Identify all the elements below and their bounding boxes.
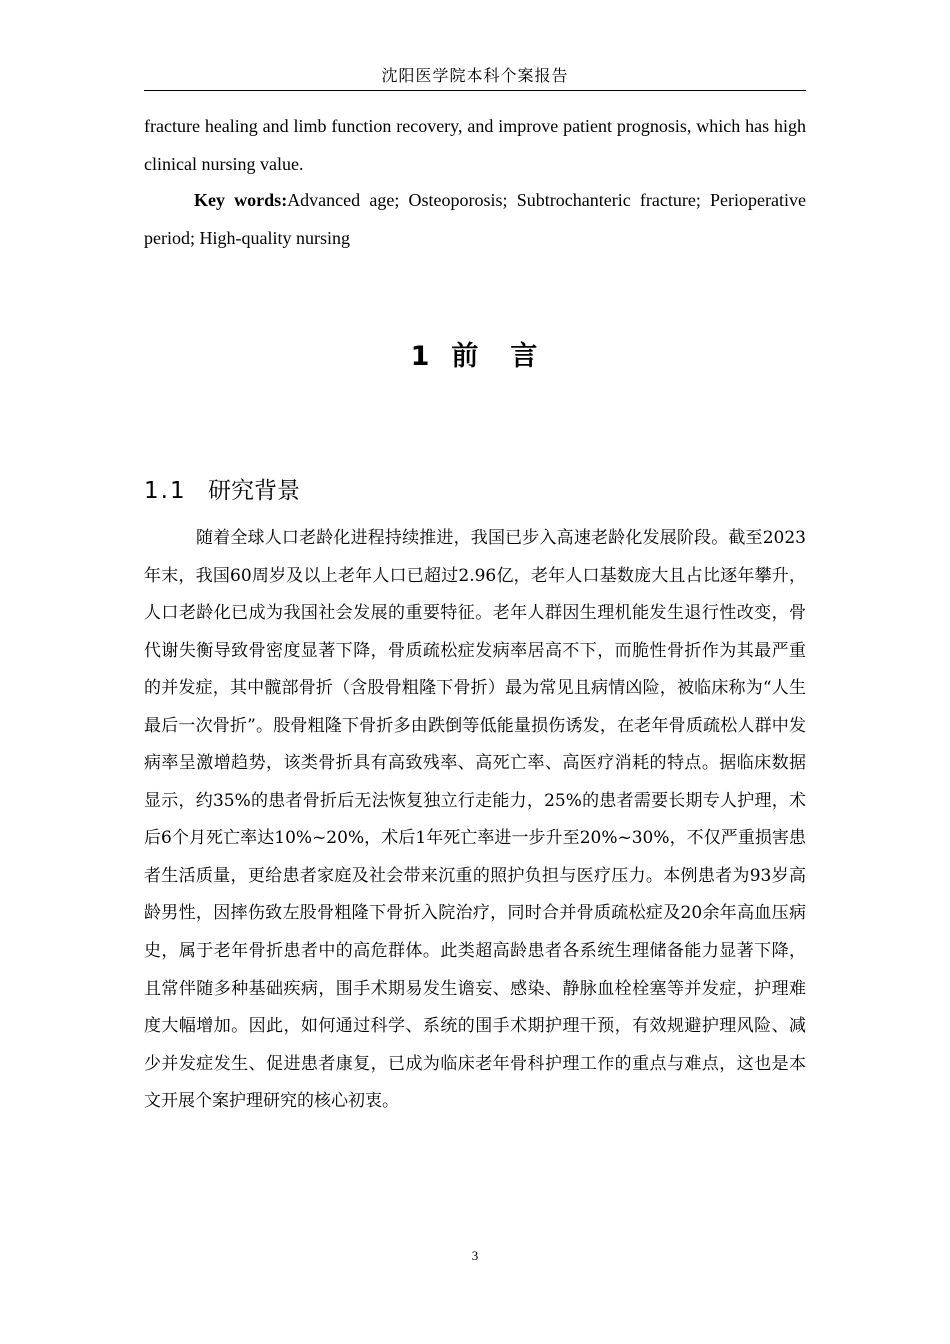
running-header: 沈阳医学院本科个案报告 bbox=[381, 66, 569, 85]
keywords-line bbox=[144, 182, 806, 257]
page-number: 3 bbox=[471, 1248, 479, 1263]
chapter-title-part2: 言 bbox=[510, 341, 540, 372]
keywords-label: Key words: bbox=[194, 190, 288, 210]
section-heading bbox=[144, 472, 300, 505]
body-paragraph: 随着全球人口老龄化进程持续推进，我国已步入高速老龄化发展阶段。截至2023年末，我国60周岁及以上老年人口已超过2.96亿，老年人口基数庞大且占比逐年攀升，人口老龄化已成为我国社会发展的重要特征。老年人群因生理机能发生退行性改变，骨代谢失衡导致骨密度显著下降，骨质疏松症发病率居高不下，而脆性骨折作为其最严重的并发症，其中髋部骨折（含股骨粗隆下骨折）最为常见且病情凶险，被临床称为“人生最后一次骨折”。股骨粗隆下骨折多由跌倒等低能量损伤诱发，在老年骨质疏松人群中发病率呈激增趋势，该类骨折具有高致残率、高死亡率、高医疗消耗的特点。据临床数据显示，约35%的患者骨折后无法恢复独立行走能力，25%的患者需要长期专人护理，术后6个月死亡率达10%~20%，术后1年死亡率进一步升至20%~30%，不仅严重损害患者生活质量，更给患者家庭及社会带来沉重的照护负担与医疗压力。本例患者为93岁高龄男性，因摔伤致左股骨粗隆下骨折入院治疗，同时合并骨质疏松症及20余年高血压病史，属于老年骨折患者中的高危群体。此类超高龄患者各系统生理储备能力显著下降，且常伴随多种基础疾病，围手术期易发生谵妄、感染、静脉血栓栓塞等并发症，护理难度大幅增加。因此，如何通过科学、系统的围手术期护理干预，有效规避护理风险、减少并发症发生、促进患者康复，已成为临床老年骨科护理工作的重点与难点，这也是本文开展个案护理研究的核心初衷。 bbox=[144, 528, 806, 1112]
keywords-text: Advanced age; Osteoporosis; Subtrochanteric fracture; Perioperative period; High-quality nursing bbox=[144, 190, 806, 248]
section-title: 研究背景 bbox=[208, 478, 300, 504]
chapter-title-part1: 前 bbox=[451, 341, 481, 372]
chapter-heading bbox=[144, 334, 806, 373]
abstract-continuation: fracture healing and limb function recovery, and improve patient prognosis, which has high clinical nursing value. bbox=[144, 116, 806, 174]
chapter-number: 1 bbox=[410, 341, 432, 372]
header-divider bbox=[144, 90, 806, 91]
section-number: 1.1 bbox=[144, 478, 187, 504]
